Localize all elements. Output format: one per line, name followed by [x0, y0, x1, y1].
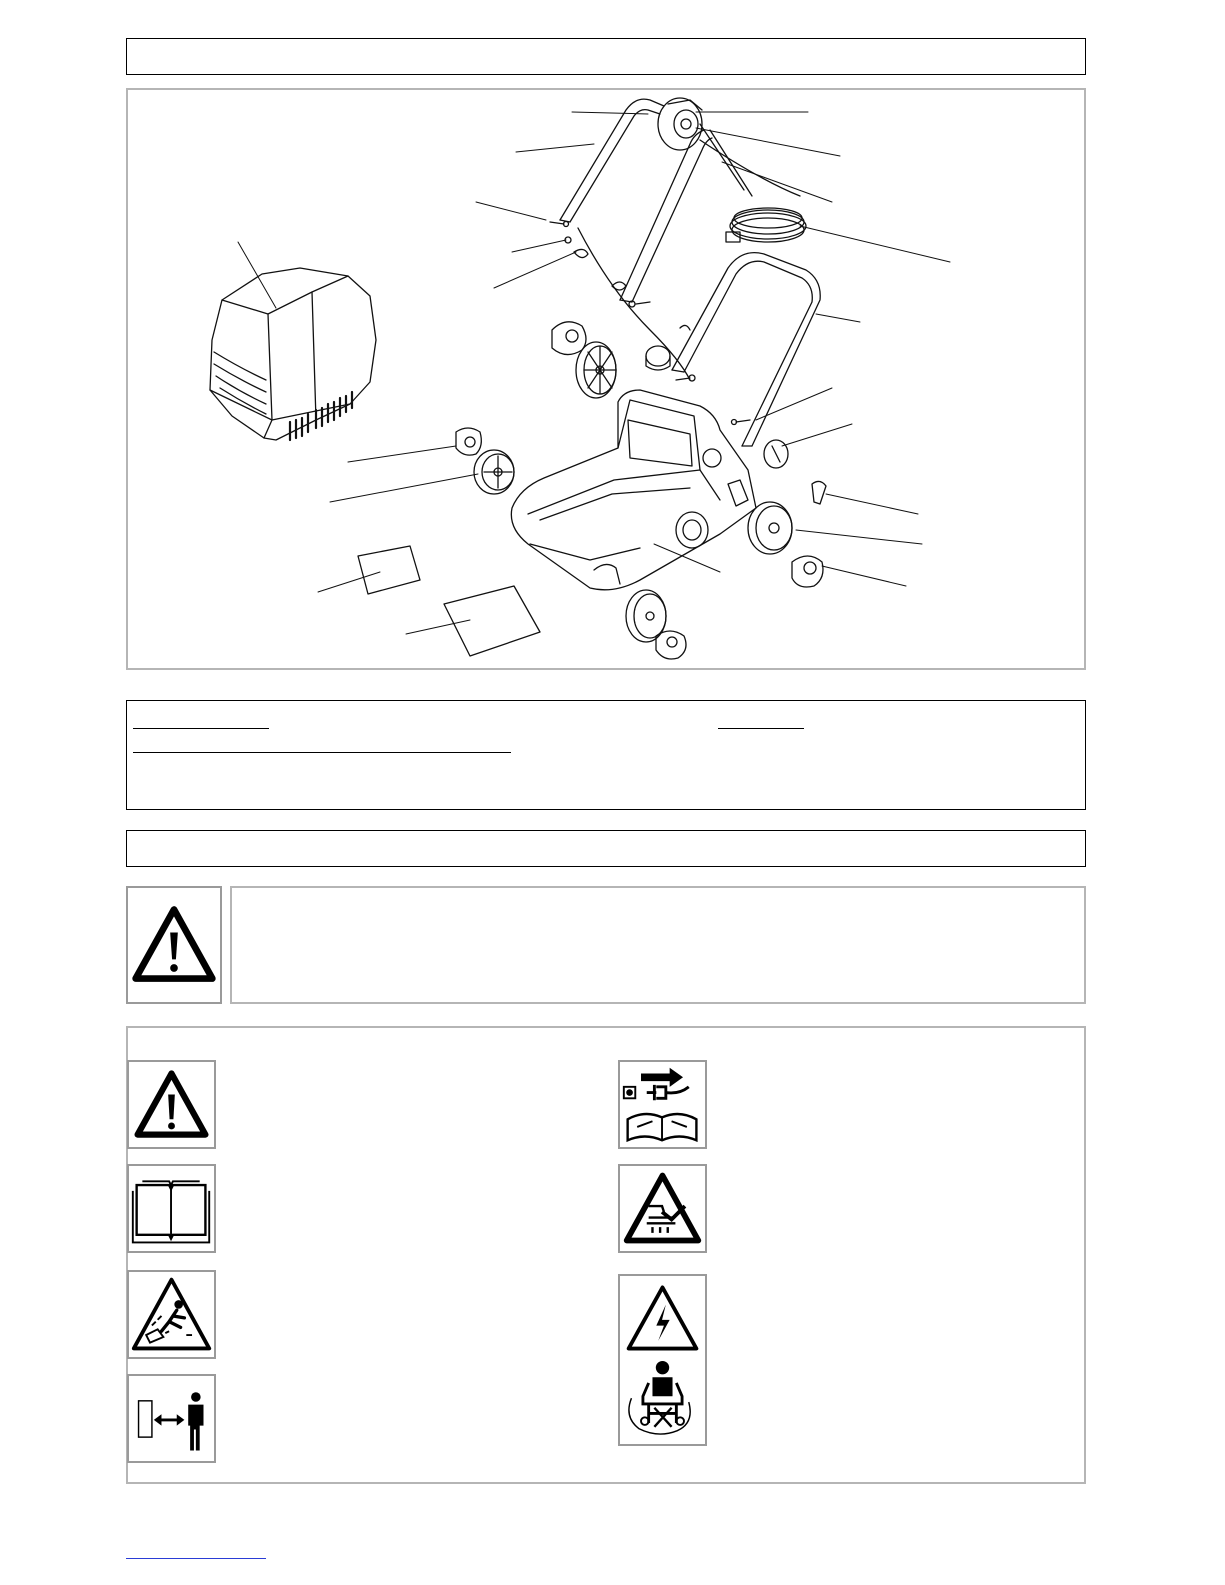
symbol-distance-frame	[127, 1374, 216, 1463]
keep-bystanders-away-icon	[129, 1376, 214, 1461]
symbol-thrown-frame	[127, 1270, 216, 1359]
read-manual-icon	[129, 1166, 214, 1251]
warning-icon-frame	[126, 886, 222, 1004]
contents-box	[126, 700, 1086, 810]
warning-triangle-icon	[128, 888, 220, 1002]
warning-triangle-icon	[129, 1062, 214, 1147]
electric-shock-keep-cable-away-icon	[620, 1276, 705, 1444]
footer-link[interactable]	[126, 1558, 266, 1559]
symbol-warning-frame	[127, 1060, 216, 1149]
mower-deck-part	[511, 390, 756, 590]
safety-heading-box	[126, 830, 1086, 867]
unplug-before-maintenance-icon	[620, 1062, 705, 1147]
symbol-unplug-frame	[618, 1060, 707, 1149]
small-fasteners	[550, 222, 750, 425]
contents-underline-1	[133, 728, 269, 729]
contents-underline-2	[718, 728, 804, 729]
warning-text-box	[230, 886, 1086, 1004]
leader-lines	[238, 112, 950, 634]
thrown-objects-hazard-icon	[129, 1272, 214, 1357]
symbol-electric-frame	[618, 1274, 707, 1446]
wheel-parts	[456, 322, 826, 659]
cable-coil-part	[726, 208, 806, 242]
symbols-panel	[126, 1026, 1086, 1484]
manual-leaflets	[358, 546, 540, 656]
exploded-parts-diagram	[0, 0, 1225, 700]
symbol-manual-frame	[127, 1164, 216, 1253]
grass-box-part	[210, 268, 376, 440]
symbol-tines-frame	[618, 1164, 707, 1253]
rotating-tines-hazard-icon	[620, 1166, 705, 1251]
switch-box-part	[658, 98, 702, 150]
contents-underline-3	[133, 752, 511, 753]
